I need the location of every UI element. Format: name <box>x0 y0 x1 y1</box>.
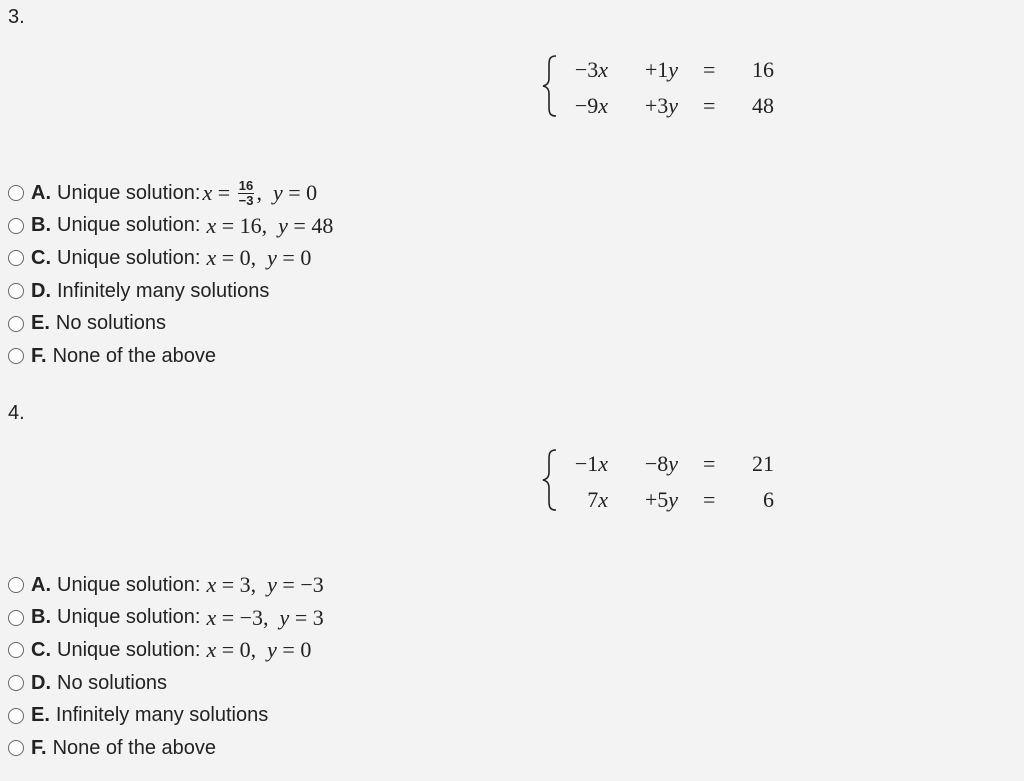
option-math: x = 3 , y = −3 <box>206 572 324 598</box>
option-text: Unique solution: <box>57 573 201 596</box>
option-text: Unique solution: <box>57 638 201 661</box>
radio-button[interactable] <box>8 316 24 332</box>
row2-equals: = <box>703 93 716 118</box>
option-text: No solutions <box>55 312 166 335</box>
option-d[interactable] <box>8 275 333 308</box>
option-b[interactable] <box>8 602 324 635</box>
row1-y-term: +1y <box>644 57 678 82</box>
option-text: No solutions <box>57 671 168 694</box>
option-math: x = 16 , y = 48 <box>206 212 334 238</box>
radio-button[interactable] <box>8 218 24 234</box>
option-letter: E. <box>31 704 50 727</box>
radio-button[interactable] <box>8 250 24 266</box>
row2-y-term: +5y <box>644 487 678 512</box>
option-letter: C. <box>31 246 51 269</box>
option-letter: B. <box>31 606 51 629</box>
option-letter: D. <box>31 671 51 694</box>
option-text: Unique solution: <box>57 214 201 237</box>
option-e[interactable] <box>8 307 333 340</box>
option-letter: A. <box>31 573 51 596</box>
row2-rhs: 6 <box>763 487 774 512</box>
row2-equals: = <box>703 487 716 512</box>
equation-system <box>540 444 790 516</box>
radio-button[interactable] <box>8 642 24 658</box>
radio-button[interactable] <box>8 610 24 626</box>
radio-button[interactable] <box>8 708 24 724</box>
row1-rhs: 21 <box>752 451 774 476</box>
option-math: x = $\frac{16}{-3}$ , y = 0 <box>202 178 318 208</box>
option-letter: E. <box>31 312 50 335</box>
radio-button[interactable] <box>8 577 24 593</box>
option-letter: A. <box>31 181 51 204</box>
option-text: Infinitely many solutions <box>55 704 269 727</box>
question-4 <box>0 392 1024 781</box>
radio-button[interactable] <box>8 185 24 201</box>
question-number: 3. <box>8 6 25 28</box>
option-f[interactable] <box>8 340 333 373</box>
row2-y-term: +3y <box>644 93 678 118</box>
row1-x-term: −1x <box>574 451 608 476</box>
row1-x-term: −3x <box>574 57 608 82</box>
row1-y-term: −8y <box>644 451 678 476</box>
row1-equals: = <box>703 451 716 476</box>
answer-options <box>8 177 333 373</box>
radio-button[interactable] <box>8 740 24 756</box>
option-a[interactable] <box>8 569 324 602</box>
option-text: Unique solution: <box>57 181 201 204</box>
row1-rhs: 16 <box>752 57 774 82</box>
row1-equals: = <box>703 57 716 82</box>
row2-rhs: 48 <box>752 93 774 118</box>
answer-options <box>8 569 324 765</box>
option-text: Unique solution: <box>57 246 201 269</box>
option-math: x = −3 , y = 3 <box>206 604 324 630</box>
option-text: Infinitely many solutions <box>57 279 270 302</box>
option-math: x = 0 , y = 0 <box>206 637 312 663</box>
option-letter: F. <box>31 736 47 759</box>
option-letter: B. <box>31 214 51 237</box>
option-c[interactable] <box>8 634 324 667</box>
option-text: None of the above <box>52 736 217 759</box>
equation-system <box>540 50 790 122</box>
option-f[interactable] <box>8 732 324 765</box>
left-brace-icon <box>540 444 560 516</box>
row2-x-term: −9x <box>574 93 608 118</box>
option-b[interactable] <box>8 210 333 243</box>
option-a[interactable] <box>8 177 333 210</box>
option-d[interactable] <box>8 667 324 700</box>
row2-x-term: 7x <box>587 487 608 512</box>
option-text: Unique solution: <box>57 606 201 629</box>
radio-button[interactable] <box>8 675 24 691</box>
option-letter: D. <box>31 279 51 302</box>
left-brace-icon <box>540 50 560 122</box>
radio-button[interactable] <box>8 283 24 299</box>
option-math: x = 0 , y = 0 <box>206 245 312 271</box>
option-e[interactable] <box>8 699 324 732</box>
question-number: 4. <box>8 402 25 424</box>
radio-button[interactable] <box>8 348 24 364</box>
option-letter: F. <box>31 344 47 367</box>
option-letter: C. <box>31 638 51 661</box>
option-text: None of the above <box>52 344 217 367</box>
fraction: $\frac{16}{-3}$ <box>238 178 254 208</box>
option-c[interactable] <box>8 242 333 275</box>
